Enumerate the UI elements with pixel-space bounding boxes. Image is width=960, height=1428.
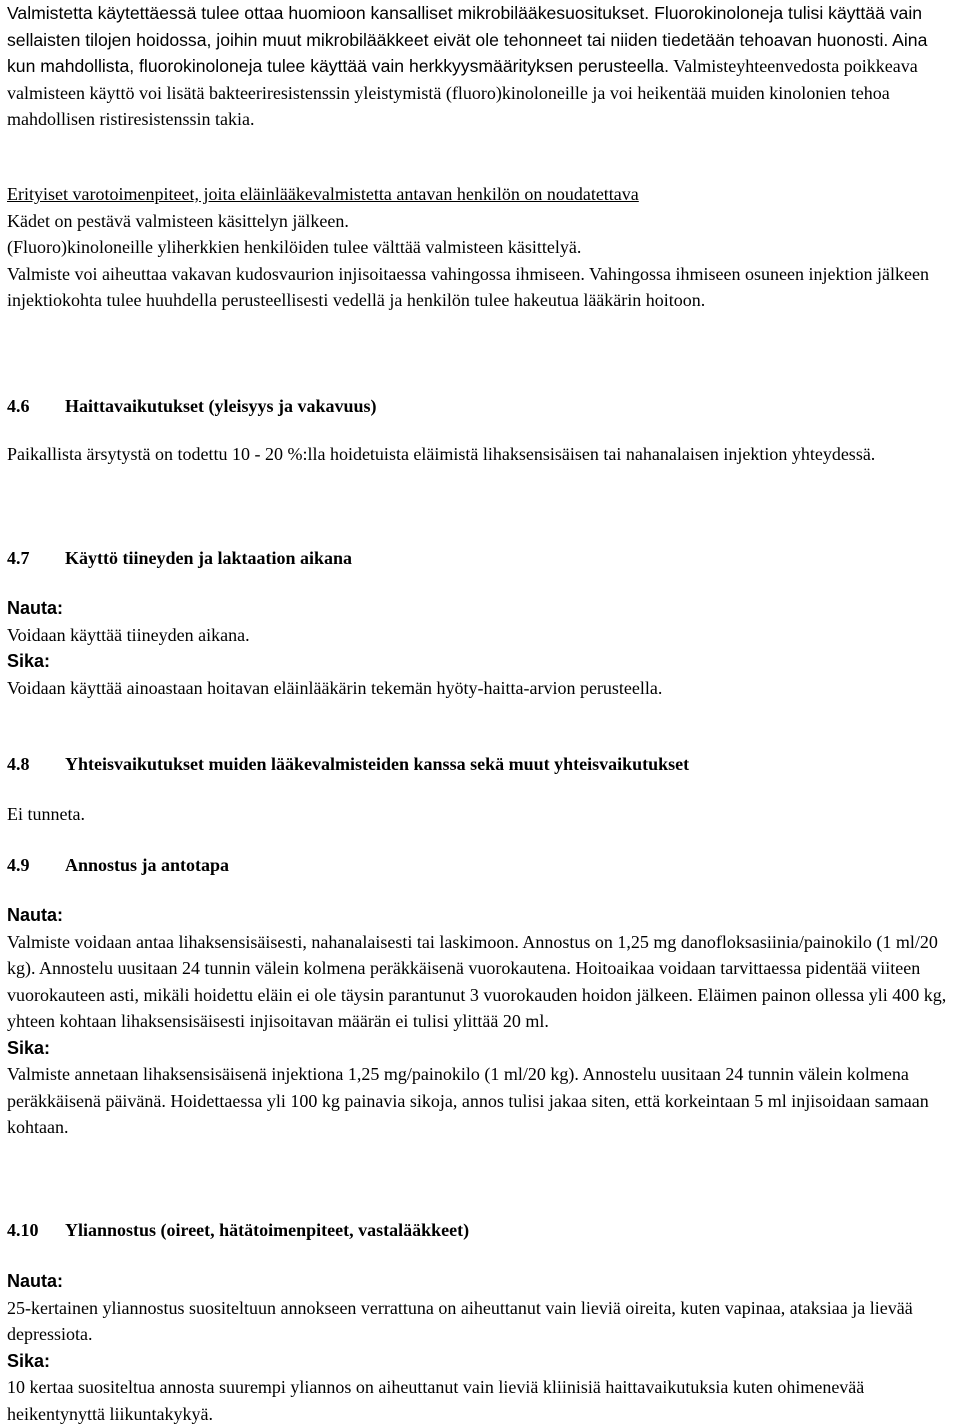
- section-title: Annostus ja antotapa: [65, 855, 230, 875]
- sika-label: Sika:: [7, 1350, 51, 1371]
- special-precautions: [7, 181, 954, 314]
- sika-label: Sika:: [7, 1037, 51, 1058]
- nauta-label: Nauta:: [7, 1271, 64, 1291]
- special-precautions-line: Valmiste voi aiheuttaa vakavan kudosvaurion injisoitaessa vahingossa ihmiseen. Vahingossa ihmiseen osuneen injektion jälkeen injektiokohta tulee huuhdella perusteellisesti vedellä ja henkilön tulee hakeutua lääkärin hoitoon.: [7, 263, 929, 310]
- section-title: Yliannostus (oireet, hätätoimenpiteet, vastalääkkeet): [65, 1220, 470, 1240]
- section-title: Haittavaikutukset (yleisyys ja vakavuus): [65, 396, 377, 416]
- special-precautions-line: Kädet on pestävä valmisteen käsittelyn jälkeen.: [7, 210, 349, 231]
- special-precautions-title: Erityiset varotoimenpiteet, joita eläinlääkevalmistetta antavan henkilön on noudatettava: [7, 184, 639, 204]
- section-4-10-heading: [7, 1217, 954, 1244]
- intro-serif-text: Valmisteyhteenvedosta poikkeava valmisteen käyttö voi lisätä bakteeriresistenssin yleistymistä (fluoro)kinoloneille ja voi heikentää muiden kinolonien tehoa mahdollisen ristiresistenssin takia.: [7, 56, 918, 129]
- sika-text: Valmiste annetaan lihaksensisäisenä injektiona 1,25 mg/painokilo (1 ml/20 kg). Annostelu uusitaan 24 tunnin välein kolmena peräkkäisenä päivänä. Hoidettaessa yli 100 kg painavia sikoja, annos tulisi jakaa siten, että korkeintaan 5 ml injisoidaan samaan kohtaan.: [7, 1064, 929, 1137]
- sika-text: 10 kertaa suositeltua annosta suurempi yliannos on aiheuttanut vain lieviä kliinisiä haittavaikutuksia kuten ohimenevää heikentynyttä liikuntakykyä.: [7, 1377, 865, 1424]
- section-number: 4.10: [7, 1220, 39, 1240]
- section-4-6-heading: [7, 393, 954, 420]
- intro-paragraph: [7, 0, 954, 133]
- section-4-10-body: [7, 1268, 954, 1427]
- special-precautions-line: (Fluoro)kinoloneille yliherkkien henkilöiden tulee välttää valmisteen käsittelyä.: [7, 237, 582, 257]
- section-4-7-body: [7, 595, 954, 701]
- nauta-text: Valmiste voidaan antaa lihaksensisäisesti, nahanalaisesti tai laskimoon. Annostus on 1,25 mg danofloksasiinia/painokilo (1 ml/20 kg). Annostelu uusitaan 24 tunnin välein kolmena peräkkäisenä vuorokautena. Hoitoaikaa voidaan tarvittaessa pidentää viiteen vuorokauteen asti, mikäli hoidettu eläin ei ole täysin parantunut 3 vuorokauden hoidon jälkeen. Eläimen painon ollessa yli 400 kg, yhteen kohtaan lihaksensisäisesti injisoitavan määrän ei tulisi ylittää 20 ml.: [7, 931, 947, 1031]
- intro-sans-text: Valmistetta käytettäessä tulee ottaa huomioon kansalliset mikrobilääkesuositukset. Fluorokinoloneja tulisi käyttää vain sellaisten tilojen hoidossa, joihin muut mikrobilääkkeet eivät ole tehonneet tai niiden tiedetään tehoavan huonosti. Aina kun mahdollista, fluorokinoloneja tulee käyttää vain herkkyysmäärityksen perusteella.: [7, 3, 928, 76]
- section-4-9-body: [7, 902, 954, 1141]
- section-4-6-text: Paikallista ärsytystä on todettu 10 - 20 %:lla hoidetuista eläimistä lihaksensisäisen tai nahanalaisen injektion yhteydessä.: [7, 444, 876, 464]
- section-number: 4.8: [7, 754, 30, 774]
- sika-label: Sika:: [7, 651, 51, 671]
- nauta-label: Nauta:: [7, 905, 64, 925]
- nauta-text: Voidaan käyttää tiineyden aikana.: [7, 624, 250, 645]
- section-number: 4.9: [7, 855, 30, 875]
- section-4-9-heading: [7, 852, 954, 879]
- section-number: 4.6: [7, 396, 30, 416]
- section-number: 4.7: [7, 548, 30, 568]
- nauta-text: 25-kertainen yliannostus suositeltuun annokseen verrattuna on aiheuttanut vain lieviä oireita, kuten vapinaa, ataksiaa ja lievää depressiota.: [7, 1297, 913, 1344]
- section-title: Yhteisvaikutukset muiden lääkevalmisteiden kanssa sekä muut yhteisvaikutukset: [65, 754, 690, 774]
- section-4-8-heading: [7, 751, 954, 778]
- nauta-label: Nauta:: [7, 598, 64, 618]
- section-title: Käyttö tiineyden ja laktaation aikana: [65, 548, 353, 568]
- sika-text: Voidaan käyttää ainoastaan hoitavan eläinlääkärin tekemän hyöty-haitta-arvion perusteella.: [7, 677, 663, 698]
- section-4-8-text: Ei tunneta.: [7, 804, 85, 824]
- section-4-7-heading: [7, 545, 954, 572]
